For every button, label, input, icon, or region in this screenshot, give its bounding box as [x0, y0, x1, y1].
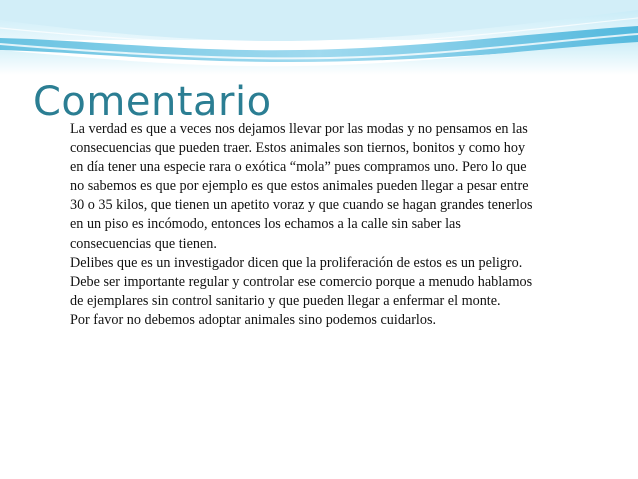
wave-header-decoration [0, 0, 638, 75]
slide-title: Comentario [33, 79, 272, 125]
paragraph-3: Por favor no debemos adoptar animales sino podemos cuidarlos. [70, 311, 437, 328]
paragraph-1: La verdad es que a veces nos dejamos llevar por las modas y no pensamos en las consecuencias que pueden traer. Estos animales son tiernos, bonitos y como hoy en día tener una especie rara o exótica “mola” pues compramos uno. Pero lo que no sabemos es que por ejemplo es que estos animales pueden llegar a pesar entre 30 o 35 kilos, que tienen un apetito voraz y que cuando se hagan grandes tenerlos en un piso es incómodo, entonces los echamos a la calle sin saber las consecuencias que tienen. [70, 121, 533, 252]
comment-body [70, 120, 540, 330]
paragraph-2: Delibes que es un investigador dicen que la proliferación de estos es un peligro. Debe ser importante regular y controlar ese comercio porque a menudo hablamos de ejemplares sin control sanitario y que pueden llegar a enfermar el monte. [70, 254, 533, 309]
